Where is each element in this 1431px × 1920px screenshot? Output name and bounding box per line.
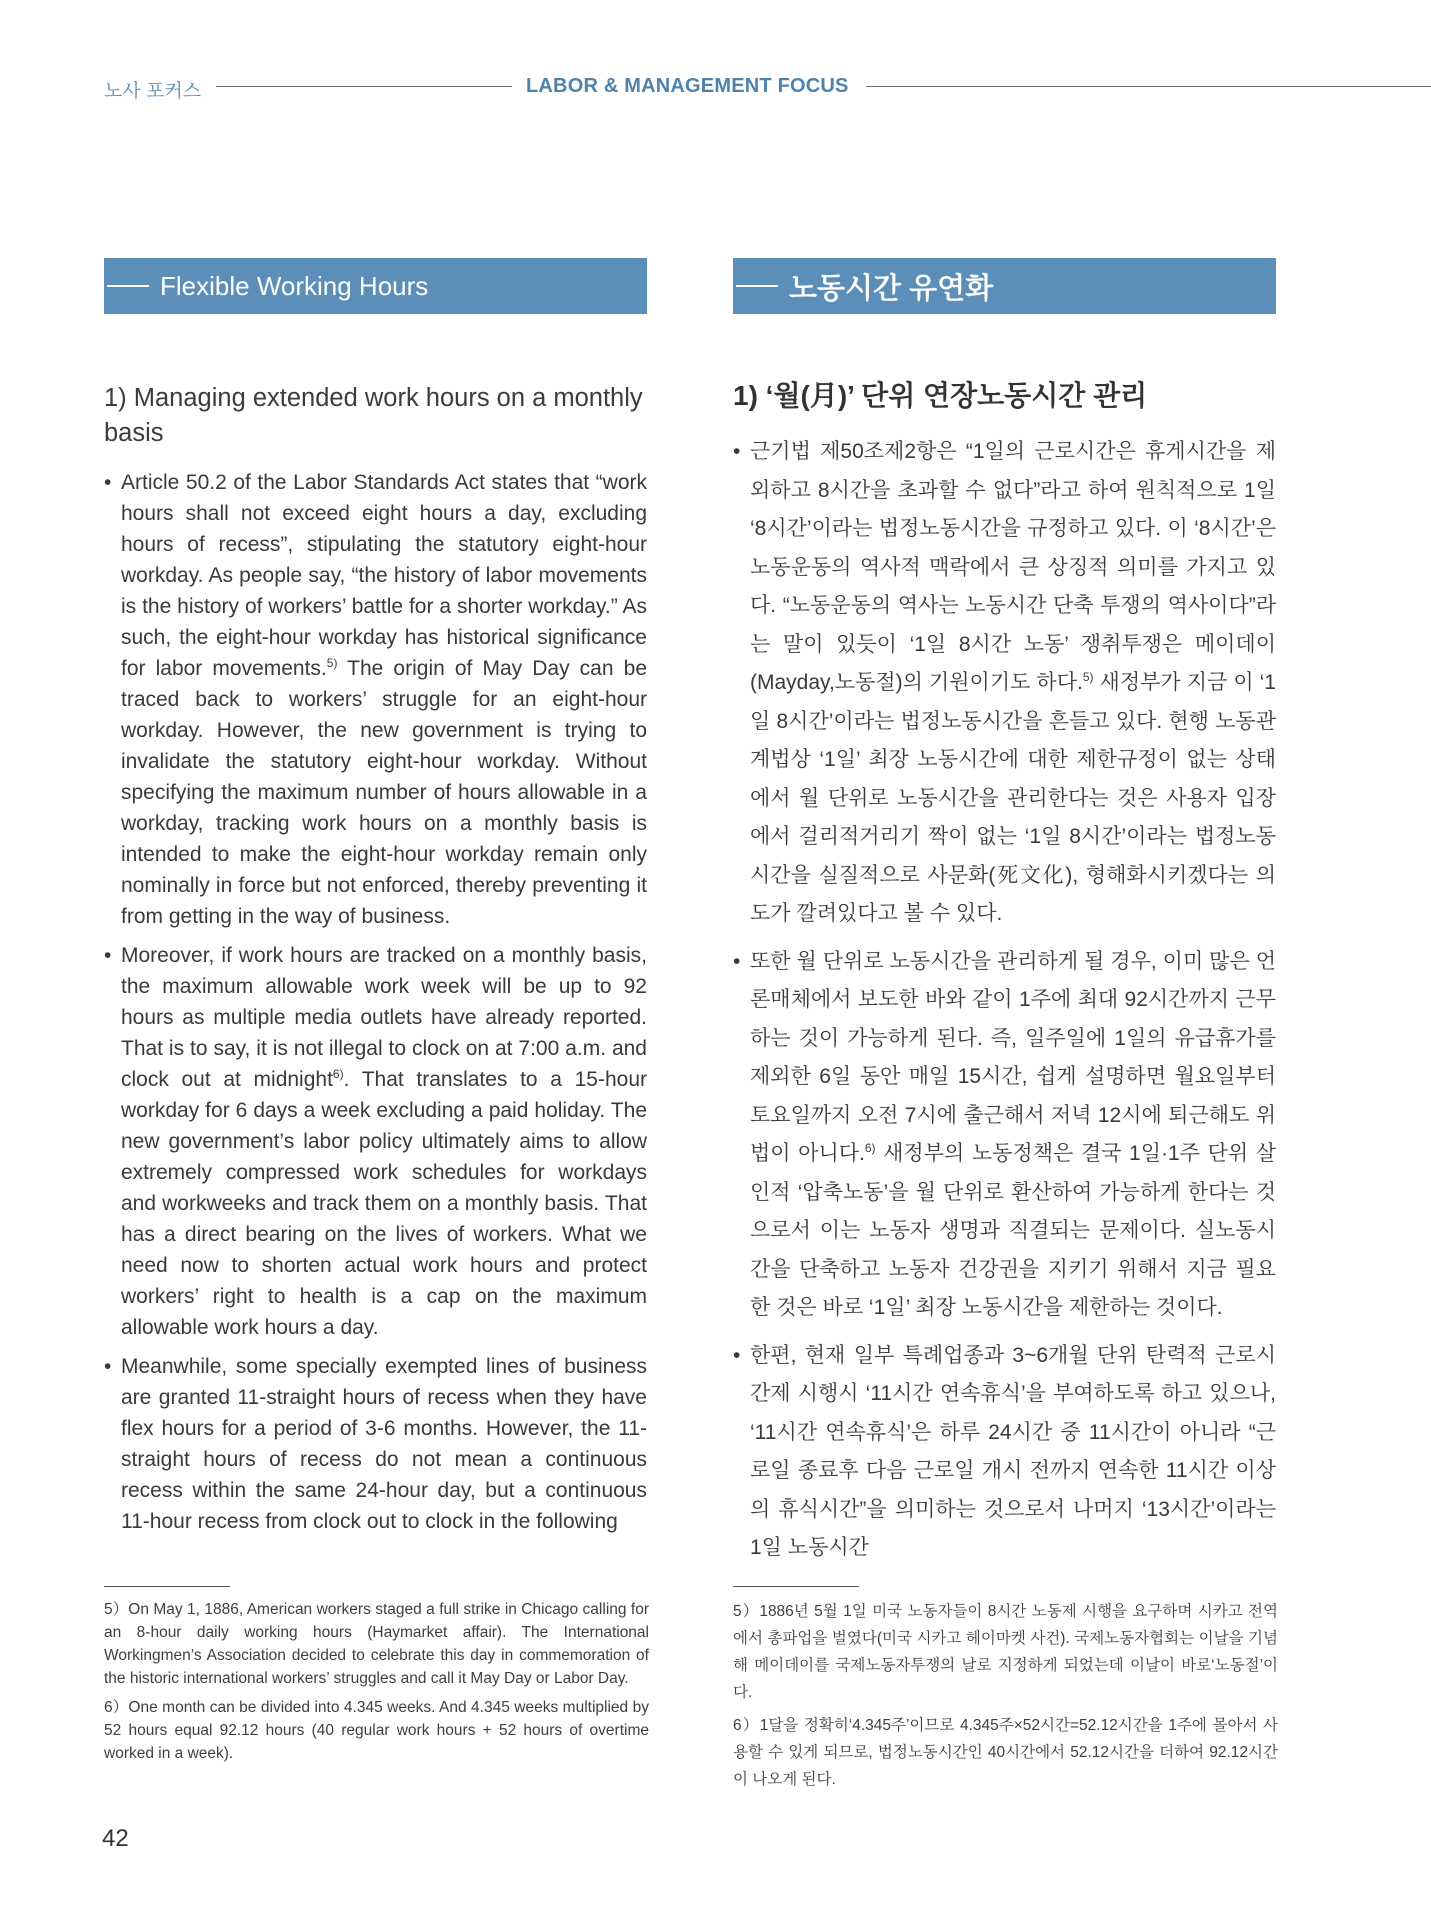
english-footnote-rule: [104, 1586, 230, 1587]
bullet-text-cont: . That translates to a 15-hour workday for 6 days a week excluding a paid holiday. The new government’s labor policy ultimately aims to allow extremely compressed work schedules for workdays and workweeks and track them on a monthly basis. That has a direct bearing on the lives of workers. What we need now to shorten actual work hours and protect workers’ right to health is a cap on the maximum allowable work hours a day.: [121, 1068, 647, 1339]
bullet-text-cont: 새정부의 노동정책은 결국 1일·1주 단위 살인적 ‘압축노동’을 월 단위로 환산하여 가능하게 한다는 것으로서 이는 노동자 생명과 직결되는 문제이다. 실노동시간을 단축하고 노동자 건강권을 지키기 위해서 지금 필요한 것은 바로 ‘1일’ 최장 노동시간을 제한하는 것이다.: [750, 1142, 1276, 1319]
section-bar-dash: [736, 285, 778, 287]
bullet-text: Moreover, if work hours are tracked on a monthly basis, the maximum allowable work week will be up to 92 hours as multiple media outlets have already reported. That is to say, it is not illegal to clock on at 7:00 a.m. and clock out at midnight: [121, 944, 647, 1091]
english-section-title: Flexible Working Hours: [160, 270, 429, 301]
korean-footnote-6: 6）1달을 정확히‘4.345주’이므로 4.345주×52시간=52.12시간을 1주에 몰아서 사용할 수 있게 되므로, 법정노동시간인 40시간에서 52.12시간을 더하여 92.12시간이 나오게 된다.: [733, 1717, 1278, 1788]
bullet-marker: •: [104, 944, 112, 967]
english-bullet-3: [104, 1351, 647, 1537]
header-section-label: 노사 포커스: [104, 81, 202, 102]
bullet-text: Article 50.2 of the Labor Standards Act states that “work hours shall not exceed eight hours a day, excluding hours of recess”, stipulating the statutory eight-hour workday. As people say, “the history of labor movements is the history of workers’ battle for a shorter workday.” As such, the eight-hour workday has historical significance for labor movements.: [121, 471, 647, 680]
korean-section-title: 노동시간 유연화: [789, 272, 994, 305]
bullet-text: 근기법 제50조제2항은 “1일의 근로시간은 휴게시간을 제외하고 8시간을 초과할 수 없다”라고 하여 원칙적으로 1일 ‘8시간’이라는 법정노동시간을 규정하고 있다. 이 ‘8시간’은 노동운동의 역사적 맥락에서 큰 상징적 의미를 가지고 있다. “노동운동의 역사는 노동시간 단축 투쟁의 역사이다”라는 말이 있듯이 ‘1일 8시간 노동’ 쟁취투쟁은 메이데이(Mayday,노동절)의 기원이기도 하다.: [750, 440, 1276, 694]
footnote-ref-6: 6): [864, 1141, 876, 1155]
bullet-marker: •: [104, 1355, 112, 1378]
korean-footnote-5: 5）1886년 5월 1일 미국 노동자들이 8시간 노동제 시행을 요구하며 시카고 전역에서 총파업을 벌였다(미국 시카고 헤이마켓 사건). 국제노동자협회는 이날을 기념해 메이데이를 국제노동자투쟁의 날로 지정하게 되었는데 이날이 바로‘노동절’이다.: [733, 1603, 1278, 1701]
bullet-text: 또한 월 단위로 노동시간을 관리하게 될 경우, 이미 많은 언론매체에서 보도한 바와 같이 1주에 최대 92시간까지 근무하는 것이 가능하게 된다. 즉, 일주일에 1일의 유급휴가를 제외한 6일 동안 매일 15시간, 쉽게 설명하면 월요일부터 토요일까지 오전 7시에 출근해서 저녁 12시에 퇴근해도 위법이 아니다.: [750, 949, 1276, 1165]
footnote-ref-6: 6): [332, 1067, 344, 1081]
english-footnote-5: 5）On May 1, 1886, American workers staged a full strike in Chicago calling for an 8-hour daily working hours (Haymarket affair). The International Workingmen’s Association decided to celebrate this day in commemoration of the historic international workers’ struggles and call it May Day or Labor Day.: [104, 1601, 649, 1687]
bullet-marker: •: [733, 440, 741, 463]
korean-bullet-3: [733, 1337, 1276, 1568]
english-bullet-1: [104, 467, 647, 932]
header-rule-left: [216, 86, 512, 87]
bullet-marker: •: [733, 949, 741, 973]
korean-bullet-list: [733, 433, 1276, 1568]
english-section-bar: [104, 258, 647, 314]
running-header: [0, 72, 1431, 102]
korean-bullet-2: [733, 943, 1276, 1328]
english-bullet-2: [104, 940, 647, 1343]
bullet-marker: •: [733, 1343, 741, 1367]
korean-column: [733, 258, 1276, 1577]
english-footnotes: [104, 1598, 649, 1771]
page-number: 42: [102, 1825, 129, 1852]
english-bullet-list: [104, 467, 647, 1537]
english-column: [104, 258, 647, 1545]
korean-subheading: 1) ‘월(月)’ 단위 연장노동시간 관리: [733, 380, 1148, 411]
english-footnote-6: 6）One month can be divided into 4.345 weeks. And 4.345 weeks multiplied by 52 hours equal 92.12 hours (40 regular work hours + 52 hours of overtime worked in a week).: [104, 1699, 649, 1762]
bullet-text-cont: 새정부가 지금 이 ‘1일 8시간’이라는 법정노동시간을 흔들고 있다. 현행 노동관계법상 ‘1일’ 최장 노동시간에 대한 제한규정이 없는 상태에서 월 단위로 노동시간을 관리한다는 것은 사용자 입장에서 걸리적거리기 짝이 없는 ‘1일 8시간’이라는 법정노동시간을 실질적으로 사문화(死文化), 형해화시키겠다는 의도가 깔려있다고 볼 수 있다.: [750, 671, 1276, 925]
korean-footnotes: [733, 1598, 1278, 1799]
section-bar-dash: [107, 285, 149, 287]
korean-footnote-rule: [733, 1586, 859, 1587]
bullet-text: 한편, 현재 일부 특례업종과 3~6개월 단위 탄력적 근로시간제 시행시 ‘11시간 연속휴식’을 부여하도록 하고 있으나, ‘11시간 연속휴식’은 하루 24시간 중 11시간이 아니라 “근로일 종료후 다음 근로일 개시 전까지 연속한 11시간 이상의 휴식시간”을 의미하는 것으로서 나머지 ‘13시간’이라는 1일 노동시간: [750, 1343, 1276, 1559]
footnote-ref-5: 5): [1082, 670, 1094, 684]
header-title: LABOR & MANAGEMENT FOCUS: [526, 75, 849, 97]
korean-bullet-1: [733, 433, 1276, 934]
footnote-ref-5: 5): [326, 656, 338, 670]
bullet-marker: •: [104, 471, 112, 494]
bullet-text: Meanwhile, some specially exempted lines of business are granted 11-straight hours of recess when they have flex hours for a period of 3-6 months. However, the 11-straight hours of recess do not mean a continuous recess within the same 24-hour day, but a continuous 11-hour recess from clock out to clock in the following: [121, 1355, 647, 1533]
english-subheading: 1) Managing extended work hours on a monthly basis: [104, 384, 643, 447]
bullet-text-cont: The origin of May Day can be traced back to workers’ struggle for an eight-hour workday. However, the new government is trying to invalidate the statutory eight-hour workday. Without specifying the maximum number of hours allowable in a workday, tracking work hours on a monthly basis is intended to make the eight-hour workday remain only nominally in force but not enforced, thereby preventing it from getting in the way of business.: [121, 657, 647, 928]
korean-section-bar: [733, 258, 1276, 314]
header-rule-right: [866, 86, 1431, 87]
